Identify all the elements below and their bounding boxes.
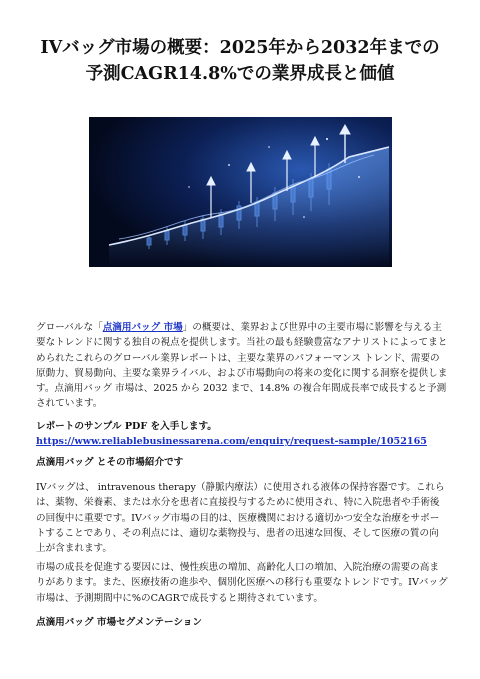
intro-before: グローバルな「 bbox=[36, 322, 103, 333]
section-paragraph-definition: IVバッグは、 intravenous therapy（静脈内療法）に使用される液体の保持容器です。これらは、薬物、栄養素、または水分を患者に直接投与するために使用され、特に入院患者や手術後の回復中に重要です。IVバッグ市場の目的は、医療機関における適切かつ安全な治療をサポートすることであり、その利点には、適切な薬物投与、患者の迅速な回復、そして医療の質の向上が含まれます。 bbox=[36, 482, 445, 555]
market-name-link[interactable]: 点滴用バッグ 市場 bbox=[102, 322, 183, 333]
intro-after: 」の概要は、業界および世界中の主要市場に影響を与える主要なトレンドに関する独自の視点を提供します。当社の最も経験豊富なアナリストによってまとめられたこれらのグローバル業界レポートは、主要な業界のパフォーマンス トレンド、需要の原動力、貿易動向、主要な業界ライバル、および市場動向の将来の変化に関する洞察を提供します。点滴用バッグ 市場は、2025 から 2032 まで、14.8% の複合年間成長率で成長すると予測されています。 bbox=[36, 322, 448, 410]
page-title bbox=[20, 35, 460, 87]
section-heading-segmentation: 点滴用バッグ 市場セグメンテーション bbox=[36, 617, 202, 628]
title-line-2: 予測CAGR14.8%での業界成長と価値 bbox=[85, 64, 395, 84]
section-paragraph-growth: 市場の成長を促進する要因には、慢性疾患の増加、高齢化人口の増加、入院治療の需要の高まりがあります。また、医療技術の進歩や、個別化医療への移行も重要なトレンドです。IVバッグ市場は、予測期間中に%のCAGRで成長すると期待されています。 bbox=[36, 562, 448, 604]
hero-image bbox=[89, 117, 392, 267]
sample-label: レポートのサンプル PDF を入手します。 bbox=[36, 421, 217, 432]
sample-request-link[interactable]: https://www.reliablebusinessarena.com/enquiry/request-sample/1052165 bbox=[36, 436, 427, 448]
section-heading-intro: 点滴用バッグ とその市場紹介です bbox=[36, 457, 184, 468]
intro-paragraph bbox=[36, 320, 448, 412]
rising-chart-illustration bbox=[89, 117, 392, 267]
sample-request bbox=[36, 419, 448, 450]
title-line-1: IVバッグ市場の概要：2025年から2032年までの bbox=[40, 38, 440, 58]
